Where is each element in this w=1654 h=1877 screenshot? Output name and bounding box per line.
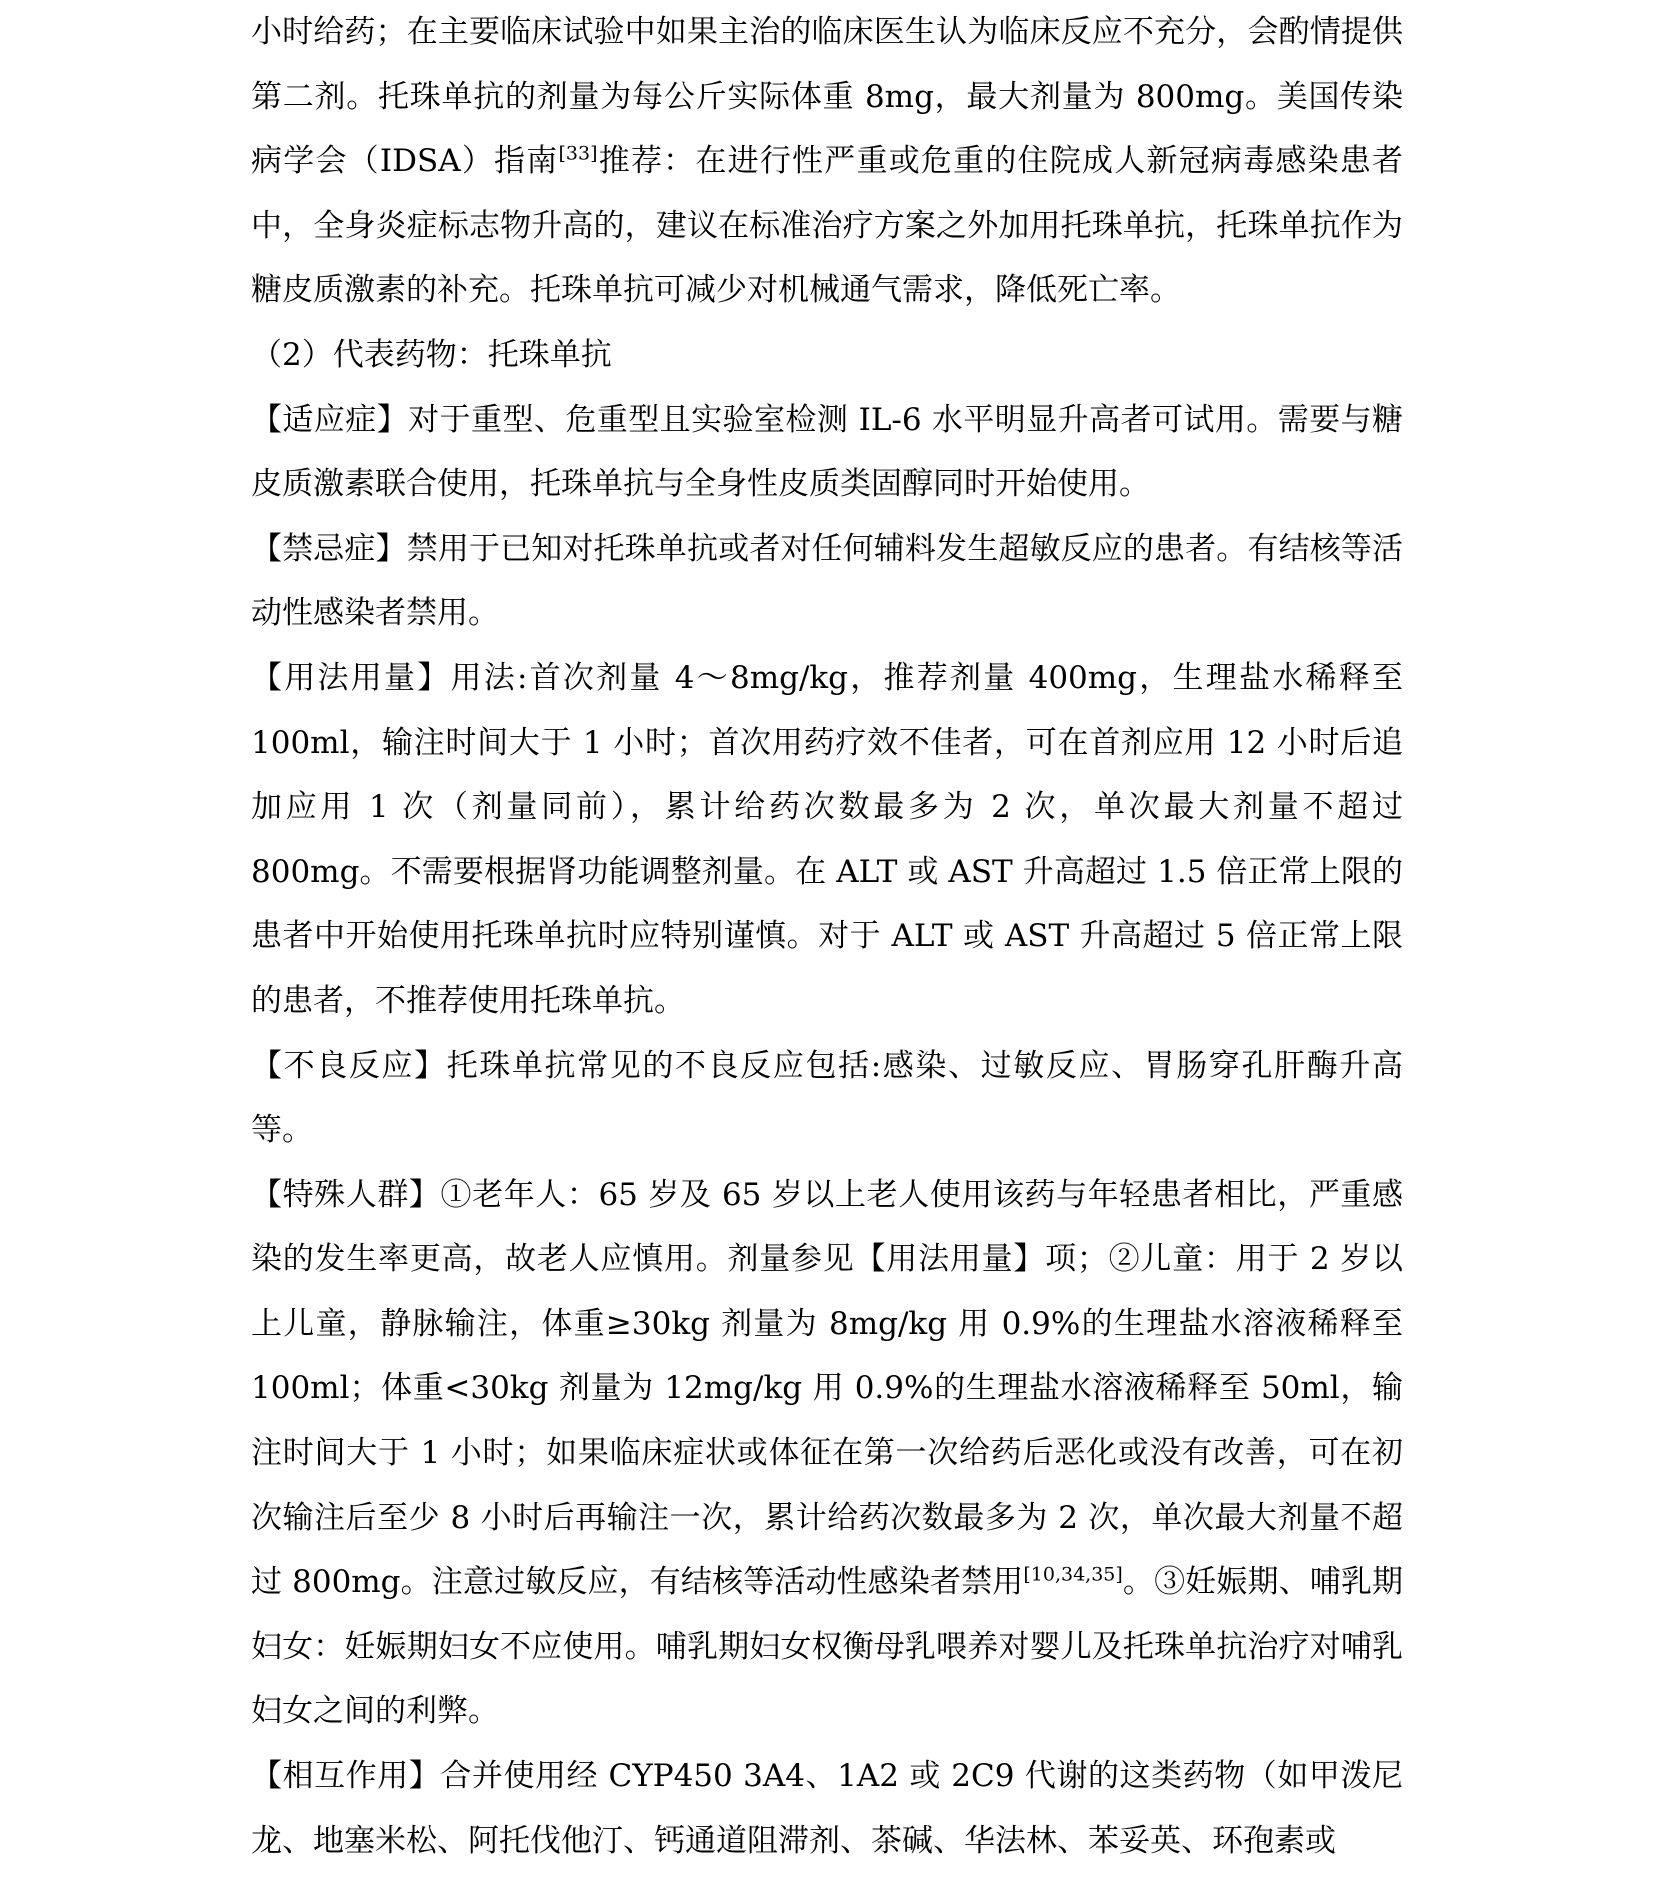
contraindications-text: 【禁忌症】禁用于已知对托珠单抗或者对任何辅料发生超敏反应的患者。有结核等活动性感染者禁用。 xyxy=(251,530,1403,632)
paragraph-intro xyxy=(251,0,1403,323)
interactions-text: 【相互作用】合并使用经 CYP450 3A4、1A2 或 2C9 代谢的这类药物（如甲泼尼龙、地塞米松、阿托伐他汀、钙通道阻滞剂、茶碱、华法林、苯妥英、环孢素或 xyxy=(251,1758,1403,1859)
adverse-reactions-text: 【不良反应】托珠单抗常见的不良反应包括:感染、过敏反应、胃肠穿孔肝酶升高等。 xyxy=(251,1047,1403,1149)
paragraph-special-populations xyxy=(251,1163,1403,1744)
paragraph-contraindications xyxy=(251,517,1403,646)
drug-heading-text: （2）代表药物：托珠单抗 xyxy=(251,336,612,373)
paragraph-indications xyxy=(251,388,1403,517)
citation-10-34-35: [10,34,35] xyxy=(1023,1563,1123,1586)
document-page xyxy=(251,0,1403,1873)
paragraph-interactions xyxy=(251,1744,1403,1873)
indications-text: 【适应症】对于重型、危重型且实验室检测 IL-6 水平明显升高者可试用。需要与糖皮质激素联合使用，托珠单抗与全身性皮质类固醇同时开始使用。 xyxy=(251,401,1403,503)
intro-text-2: 推荐：在进行性严重或危重的住院成人新冠病毒感染患者中，全身炎症标志物升高的，建议在标准治疗方案之外加用托珠单抗，托珠单抗作为糖皮质激素的补充。托珠单抗可减少对机械通气需求，降低死亡率。 xyxy=(251,143,1403,309)
paragraph-dosage xyxy=(251,646,1403,1034)
intro-text-1: 小时给药；在主要临床试验中如果主治的临床医生认为临床反应不充分，会酌情提供第二剂。托珠单抗的剂量为每公斤实际体重 8mg，最大剂量为 800mg。美国传染病学会（IDSA）指南 xyxy=(251,14,1403,180)
special-populations-text-1: 【特殊人群】①老年人：65 岁及 65 岁以上老人使用该药与年轻患者相比，严重感染的发生率更高，故老人应慎用。剂量参见【用法用量】项；②儿童：用于 2 岁以上儿童，静脉输注，体重≥30kg 剂量为 8mg/kg 用 0.9%的生理盐水溶液稀释至 100ml；体重<30kg 剂量为 12mg/kg 用 0.9%的生理盐水溶液稀释至 50ml，输注时间大于 1 小时；如果临床症状或体征在第一次给药后恶化或没有改善，可在初次输注后至少 8 小时后再输注一次，累计给药次数最多为 2 次，单次最大剂量不超过 800mg。注意过敏反应，有结核等活动性感染者禁用 xyxy=(251,1176,1403,1601)
paragraph-drug-heading xyxy=(251,323,1403,388)
citation-33: [33] xyxy=(558,142,598,165)
dosage-text: 【用法用量】用法:首次剂量 4～8mg/kg，推荐剂量 400mg，生理盐水稀释至 100ml，输注时间大于 1 小时；首次用药疗效不佳者，可在首剂应用 12 小时后追加应用 1 次（剂量同前），累计给药次数最多为 2 次，单次最大剂量不超过 800mg。不需要根据肾功能调整剂量。在 ALT 或 AST 升高超过 1.5 倍正常上限的患者中开始使用托珠单抗时应特别谨慎。对于 ALT 或 AST 升高超过 5 倍正常上限的患者，不推荐使用托珠单抗。 xyxy=(251,659,1403,1019)
paragraph-adverse-reactions xyxy=(251,1034,1403,1163)
special-populations-text-2: 。③妊娠期、哺乳期妇女：妊娠期妇女不应使用。哺乳期妇女权衡母乳喂养对婴儿及托珠单抗治疗对哺乳妇女之间的利弊。 xyxy=(251,1564,1404,1730)
